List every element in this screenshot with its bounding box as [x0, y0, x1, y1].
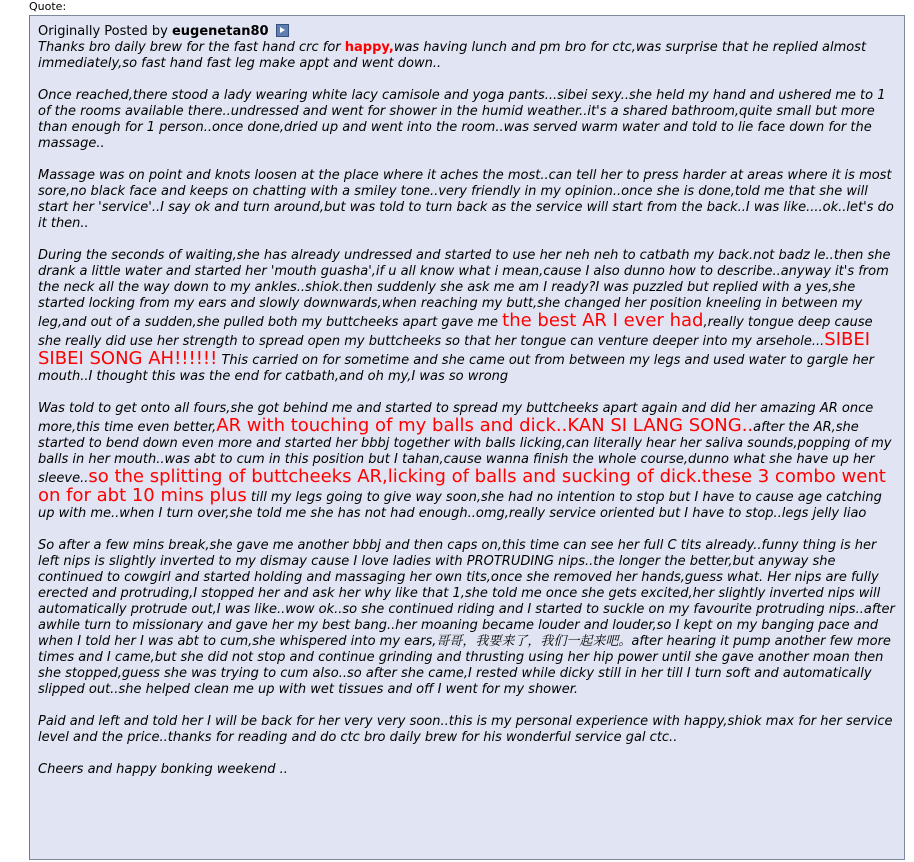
- quote-header: [38, 24, 898, 40]
- post-paragraph: [38, 538, 898, 698]
- post-paragraph: [38, 40, 898, 72]
- text-segment: Cheers and happy bonking weekend ..: [38, 762, 288, 777]
- text-segment: Was told to get onto all fours,she got behind me and started to spread my buttcheeks apart again and did her amazing AR once more,this time even better,: [38, 401, 874, 435]
- text-segment: was having lunch and pm bro for ctc,was surprise that he replied almost immediately,so fast hand fast leg make appt and went down..: [38, 40, 867, 71]
- originally-posted-label: Originally Posted by: [38, 24, 168, 39]
- highlighted-text: so the splitting of buttcheeks AR,licking of balls and sucking of dick.these 3 combo went on for abt 10 mins plus: [38, 466, 886, 506]
- text-segment: till my legs going to give way soon,she had no intention to stop but I have to cause age catching up with me..when I turn over,she told me she has not had enough..omg,really service oriented but I have to stop..legs jelly liao: [38, 490, 882, 521]
- text-segment: after the AR,she started to bend down even more and started her bbbj together with balls licking,can literally hear her saliva sounds,popping of my balls in her mouth..was abt to cum in this position but I tahan,cause wanna finish the whole course,dunno what she have up her sleeve..: [38, 420, 892, 486]
- view-post-icon[interactable]: [276, 24, 289, 37]
- text-segment: Massage was on point and knots loosen at the place where it aches the most..can tell her to press harder at areas where it is most sore,no black face and keeps on chatting with a smiley tone..very friendly in my opinion..once she is done,told me that she will start her 'service'..I say ok and turn around,but was told to turn back as the service will start from the back..I was like....ok..let's do it then..: [38, 168, 894, 231]
- quote-box: [29, 15, 905, 860]
- text-segment: Thanks bro daily brew for the fast hand crc for: [38, 40, 345, 55]
- highlighted-text: happy,: [344, 40, 394, 55]
- poster-username[interactable]: eugenetan80: [171, 24, 269, 39]
- post-paragraph: [38, 248, 898, 385]
- post-paragraph: [38, 401, 898, 522]
- text-segment: During the seconds of waiting,she has already undressed and started to use her neh neh to catbath my back.not badz le..then she drank a little water and started her 'mouth guasha',if u all know what i mean,cause I also dunno how to describe..anyway it's from the neck all the way down to my ankles..shiok.then suddenly she ask me am I ready?I was puzzled but replied with a yes,she started locking from my ears and slowly downwards,when reaching my butt,she changed her position kneeling in between my leg,and out of a sudden,she pulled both my buttcheeks apart gave me: [38, 248, 891, 330]
- post-paragraph: [38, 714, 898, 746]
- post-paragraph: [38, 762, 898, 778]
- quote-content: [38, 24, 898, 794]
- quote-label: Quote:: [29, 0, 67, 13]
- highlighted-text: the best AR I ever had: [502, 310, 704, 331]
- highlighted-text: AR with touching of my balls and dick..KAN SI LANG SONG..: [216, 415, 754, 436]
- text-segment: Paid and left and told her I will be back for her very very soon..this is my personal experience with happy,shiok max for her service level and the price..thanks for reading and do ctc bro daily brew for his wonderful service gal ctc..: [38, 714, 893, 745]
- text-segment: ,really tongue deep cause she really did use her strength to spread open my buttcheeks so that her tongue can venture deeper into my arsehole...: [38, 315, 873, 349]
- highlighted-text: SIBEI SIBEI SONG AH!!!!!!: [38, 329, 871, 369]
- post-paragraph: [38, 88, 898, 152]
- text-segment: This carried on for sometime and she came out from between my legs and used water to gargle her mouth..I thought this was the end for catbath,and oh my,I was so wrong: [38, 353, 875, 384]
- text-segment: Once reached,there stood a lady wearing white lacy camisole and yoga pants...sibei sexy..she held my hand and ushered me to 1 of the rooms available there..undressed and went for shower in the humid weather..it's a shared bathroom,quite small but more than enough for 1 person..once done,dried up and went into the room..was served warm water and told to lie face down for the massage..: [38, 88, 886, 151]
- text-segment: So after a few mins break,she gave me another bbbj and then caps on,this time can see her full C tits already..funny thing is her left nips is slightly inverted to my dismay cause I love ladies with PROTRUDING nips..the longer the better,but anyway she continued to cowgirl and started holding and massaging her own tits,once she removed her hands,guess what. Her nips are fully erected and protruding,I stopped her and ask her why like that 1,she told me once she gets excited,her slightly inverted nips will automatically protrude out,I was like..wow ok..so she continued riding and I started to suckle on my favourite protruding nips..after awhile turn to missionary and gave her my best bang..her moaning became louder and louder,so I kept on my banging pace and when I told her I was abt to cum,she whispered into my ears,哥哥，我要来了，我们一起来吧。after hearing it pump another few more times and I came,but she did not stop and continue grinding and thrusting using her hip power until she gave another moan then she stopped,guess she was trying to cum also..so after she came,I rested while dicky still in her till I turn soft and automatically slipped out..she helped clean me up with wet tissues and off I went for my shower.: [38, 538, 895, 697]
- post-paragraph: [38, 168, 898, 232]
- quoted-post-text: [38, 40, 898, 778]
